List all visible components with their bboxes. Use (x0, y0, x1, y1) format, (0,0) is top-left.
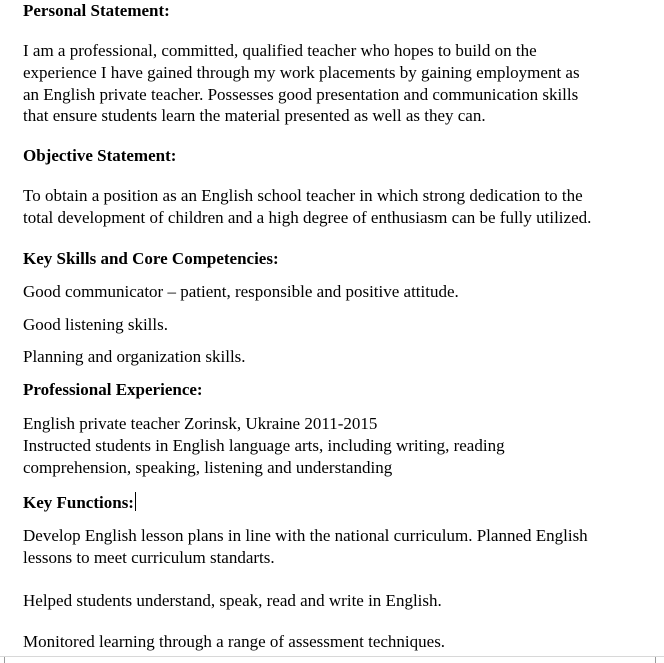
personal-statement-line-1: I am a professional, committed, qualified teacher who hopes to build on the (23, 41, 537, 60)
left-margin-mark (4, 657, 5, 663)
key-skills-heading: Key Skills and Core Competencies: (23, 249, 279, 268)
objective-statement-line-2: total development of children and a high degree of enthusiasm can be fully utilized. (23, 208, 592, 227)
key-functions-paragraph-1-line-1: Develop English lesson plans in line with the national curriculum. Planned English (23, 526, 588, 545)
key-functions-paragraph-2: Helped students understand, speak, read and write in English. (23, 591, 442, 610)
page-bottom-edge (0, 656, 664, 657)
text-cursor (135, 492, 136, 511)
objective-statement-heading: Objective Statement: (23, 146, 177, 165)
personal-statement-line-3: an English private teacher. Possesses good presentation and communication skills (23, 85, 579, 104)
key-functions-heading-text: Key Functions: (23, 493, 134, 512)
personal-statement-line-2: experience I have gained through my work placements by gaining employment as (23, 63, 580, 82)
right-margin-mark (655, 657, 656, 663)
objective-statement-line-1: To obtain a position as an English school teacher in which strong dedication to the (23, 186, 583, 205)
key-skills-item-3: Planning and organization skills. (23, 347, 246, 366)
key-functions-paragraph-1-line-2: lessons to meet curriculum standarts. (23, 548, 275, 567)
key-functions-paragraph-3: Monitored learning through a range of assessment techniques. (23, 632, 446, 651)
personal-statement-heading: Personal Statement: (23, 1, 170, 20)
experience-line-2: Instructed students in English language arts, including writing, reading (23, 436, 505, 455)
personal-statement-line-4: that ensure students learn the material presented as well as they can. (23, 106, 486, 125)
experience-line-3: comprehension, speaking, listening and understanding (23, 458, 393, 477)
experience-line-1: English private teacher Zorinsk, Ukraine 2011-2015 (23, 414, 378, 433)
key-functions-heading (23, 492, 136, 514)
key-skills-item-2: Good listening skills. (23, 315, 168, 334)
key-skills-item-1: Good communicator – patient, responsible and positive attitude. (23, 282, 459, 301)
professional-experience-heading: Professional Experience: (23, 380, 203, 399)
